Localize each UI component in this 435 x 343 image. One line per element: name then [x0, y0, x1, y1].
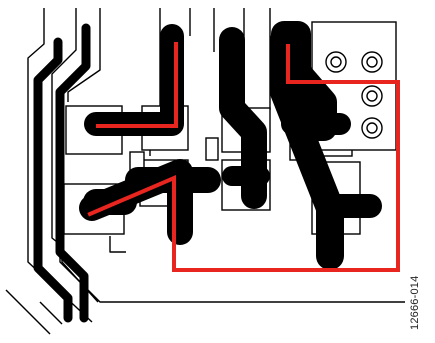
outline-trace-bottom: [60, 246, 405, 302]
pin-2-hole: [367, 57, 377, 67]
outline-trace-9: [110, 236, 126, 252]
pin-1-hole: [331, 57, 341, 67]
figure-id-label: 12666-014: [409, 275, 421, 330]
pin-3-hole: [367, 91, 377, 101]
pad-small-1: [206, 138, 218, 160]
outline-trace-corner: [6, 290, 50, 334]
outline-trace-10: [40, 302, 62, 324]
pin-4-hole: [367, 123, 377, 133]
